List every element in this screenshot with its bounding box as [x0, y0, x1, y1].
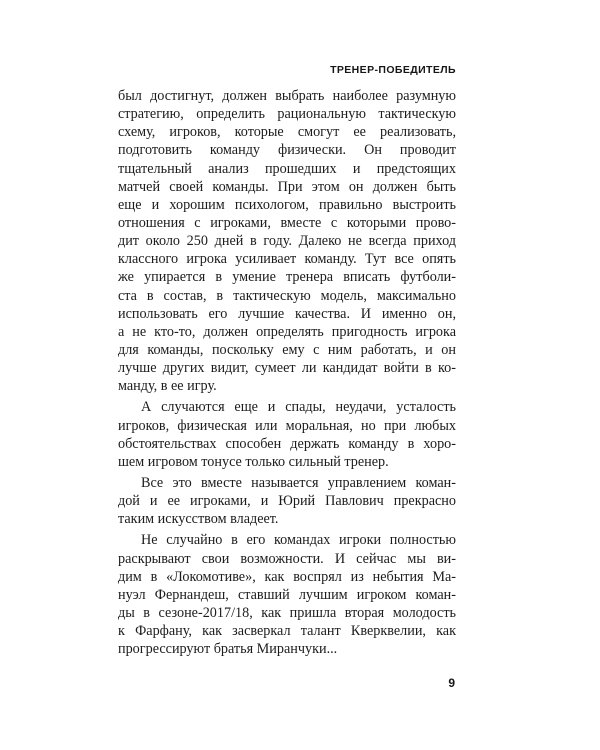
text-line: игроков, физическая или моральная, но при любых — [118, 417, 456, 434]
text-line: Все это вместе называется управлением коман- — [141, 474, 456, 491]
text-line: лучше других видит, сумеет ли кандидат войти в ко- — [118, 360, 456, 377]
text-line: для команды, поскольку ему с ним работать, и он — [118, 341, 456, 358]
paragraph-2 — [118, 398, 456, 471]
text-line: прогрессируют братья Миранчуки... — [118, 641, 338, 658]
text-line: таким искусством владеет. — [118, 511, 279, 528]
page-number: 9 — [448, 676, 455, 690]
text-line: обстоятельствах способен держать команду в хоро- — [118, 435, 456, 452]
text-line: дой и ее игроками, и Юрий Павлович прекрасно — [118, 493, 456, 510]
text-line: ды в сезоне-2017/18, как пришла вторая молодость — [118, 604, 456, 621]
text-line: нуэл Фернандеш, ставший лучшим игроком коман- — [118, 586, 456, 603]
text-line: отношения с игроками, вместе с которыми прово- — [118, 214, 456, 231]
text-line: манду, в ее игру. — [118, 378, 217, 395]
text-line: стратегию, определить рациональную тактическую — [118, 106, 456, 123]
text-line: А случаются еще и спады, неудачи, усталость — [141, 399, 456, 416]
text-line: матчей своей команды. При этом он должен быть — [118, 178, 456, 195]
paragraph-3 — [118, 474, 456, 528]
text-line: использовать его лучшие качества. И именно он, — [118, 305, 456, 322]
body-text — [118, 87, 456, 658]
text-line: шем игровом тонусе только сильный тренер. — [118, 453, 389, 470]
text-line: а не кто-то, должен определять пригодность игрока — [118, 323, 456, 340]
text-line: схему, игроков, которые смогут ее реализовать, — [118, 124, 456, 141]
text-line: же упирается в умение тренера вписать футболи- — [118, 269, 456, 286]
text-line: тщательный анализ прошедших и предстоящих — [118, 160, 456, 177]
text-line: ста в состав, в тактическую модель, максимально — [118, 287, 456, 304]
text-line: Не случайно в его командах игроки полностью — [141, 532, 456, 549]
text-line: дит около 250 дней в году. Далеко не всегда приход — [118, 233, 456, 250]
text-line: был достигнут, должен выбрать наиболее разумную — [118, 88, 456, 104]
text-line: еще и хорошим психологом, правильно выстроить — [118, 196, 456, 213]
text-line: подготовить команду физически. Он проводит — [118, 142, 456, 159]
text-line: к Фарфану, как засверкал талант Кверквелии, как — [118, 623, 456, 640]
text-line: дим в «Локомотиве», как воспрял из небытия Ма- — [118, 568, 456, 585]
paragraph-4 — [118, 531, 456, 658]
text-line: классного игрока усиливает команду. Тут все опять — [118, 251, 456, 268]
text-line: раскрывают свои возможности. И сейчас мы ви- — [118, 550, 456, 567]
paragraph-1 — [118, 87, 456, 395]
running-header: ТРЕНЕР-ПОБЕДИТЕЛЬ — [330, 64, 456, 76]
